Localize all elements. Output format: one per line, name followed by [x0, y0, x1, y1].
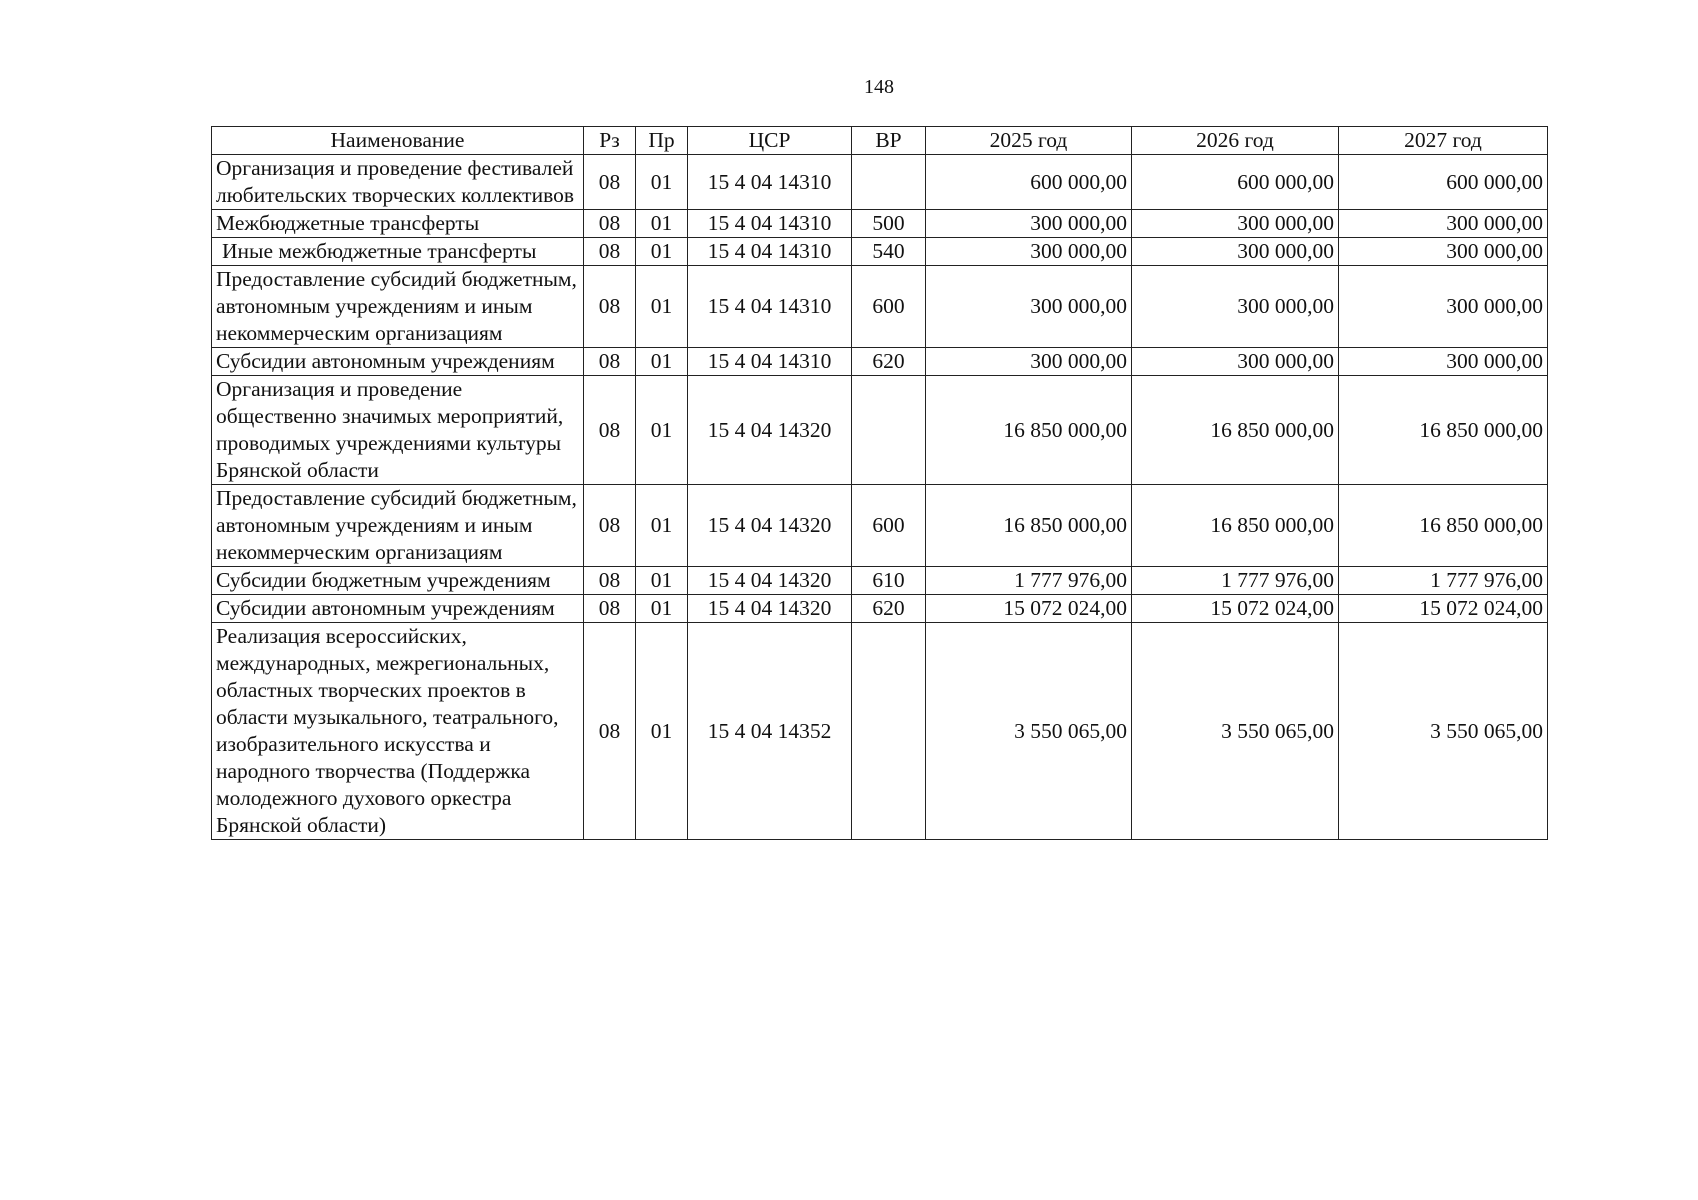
row-csr: 15 4 04 14310: [688, 266, 852, 348]
row-vr: [852, 623, 926, 840]
row-name: Реализация всероссийских, международных, межрегиональных, областных творческих проектов в области музыкального, театрального, изобразительного искусства и народного творчества (Поддержка молодежного духового оркестра Брянской области): [212, 623, 584, 840]
row-2027: 300 000,00: [1339, 266, 1548, 348]
row-vr: 600: [852, 485, 926, 567]
row-2026: 3 550 065,00: [1132, 623, 1339, 840]
table-row: [212, 376, 1548, 485]
row-2025: 15 072 024,00: [926, 595, 1132, 623]
row-pr: 01: [636, 623, 688, 840]
row-pr: 01: [636, 485, 688, 567]
row-2025: 3 550 065,00: [926, 623, 1132, 840]
row-2025: 1 777 976,00: [926, 567, 1132, 595]
row-2025: 16 850 000,00: [926, 485, 1132, 567]
row-vr: 610: [852, 567, 926, 595]
header-2026: 2026 год: [1132, 127, 1339, 155]
row-2025: 300 000,00: [926, 238, 1132, 266]
row-csr: 15 4 04 14320: [688, 595, 852, 623]
row-2026: 300 000,00: [1132, 348, 1339, 376]
row-2026: 16 850 000,00: [1132, 376, 1339, 485]
row-name: Межбюджетные трансферты: [212, 210, 584, 238]
row-2027: 600 000,00: [1339, 155, 1548, 210]
row-2027: 300 000,00: [1339, 348, 1548, 376]
row-rz: 08: [584, 623, 636, 840]
row-rz: 08: [584, 376, 636, 485]
header-vr: ВР: [852, 127, 926, 155]
row-2027: 300 000,00: [1339, 238, 1548, 266]
row-rz: 08: [584, 485, 636, 567]
row-2026: 300 000,00: [1132, 238, 1339, 266]
row-csr: 15 4 04 14320: [688, 376, 852, 485]
row-vr: 500: [852, 210, 926, 238]
row-csr: 15 4 04 14320: [688, 485, 852, 567]
row-pr: 01: [636, 348, 688, 376]
header-csr: ЦСР: [688, 127, 852, 155]
row-2026: 15 072 024,00: [1132, 595, 1339, 623]
table-row: [212, 266, 1548, 348]
header-2025: 2025 год: [926, 127, 1132, 155]
row-2027: 300 000,00: [1339, 210, 1548, 238]
row-name: Предоставление субсидий бюджетным, автономным учреждениям и иным некоммерческим организациям: [212, 485, 584, 567]
row-rz: 08: [584, 595, 636, 623]
table-row: [212, 567, 1548, 595]
row-2025: 300 000,00: [926, 266, 1132, 348]
row-rz: 08: [584, 266, 636, 348]
row-name: Организация и проведение общественно значимых мероприятий, проводимых учреждениями культуры Брянской области: [212, 376, 584, 485]
row-rz: 08: [584, 155, 636, 210]
row-pr: 01: [636, 595, 688, 623]
row-vr: 620: [852, 595, 926, 623]
row-2027: 16 850 000,00: [1339, 485, 1548, 567]
row-csr: 15 4 04 14310: [688, 348, 852, 376]
table-row: [212, 210, 1548, 238]
row-2025: 16 850 000,00: [926, 376, 1132, 485]
row-csr: 15 4 04 14320: [688, 567, 852, 595]
row-csr: 15 4 04 14352: [688, 623, 852, 840]
row-csr: 15 4 04 14310: [688, 238, 852, 266]
row-pr: 01: [636, 210, 688, 238]
row-vr: [852, 155, 926, 210]
row-2026: 300 000,00: [1132, 266, 1339, 348]
row-2027: 16 850 000,00: [1339, 376, 1548, 485]
row-pr: 01: [636, 155, 688, 210]
row-pr: 01: [636, 567, 688, 595]
row-2027: 3 550 065,00: [1339, 623, 1548, 840]
page-number: 148: [864, 76, 894, 98]
row-2026: 16 850 000,00: [1132, 485, 1339, 567]
row-vr: [852, 376, 926, 485]
row-name: Субсидии автономным учреждениям: [212, 348, 584, 376]
row-2025: 600 000,00: [926, 155, 1132, 210]
row-2026: 600 000,00: [1132, 155, 1339, 210]
row-name: Организация и проведение фестивалей любительских творческих коллективов: [212, 155, 584, 210]
row-rz: 08: [584, 567, 636, 595]
row-rz: 08: [584, 210, 636, 238]
table-row: [212, 238, 1548, 266]
row-2025: 300 000,00: [926, 348, 1132, 376]
row-vr: 540: [852, 238, 926, 266]
row-rz: 08: [584, 348, 636, 376]
header-pr: Пр: [636, 127, 688, 155]
row-2027: 15 072 024,00: [1339, 595, 1548, 623]
table-row: [212, 623, 1548, 840]
row-vr: 620: [852, 348, 926, 376]
table-row: [212, 155, 1548, 210]
row-csr: 15 4 04 14310: [688, 210, 852, 238]
row-2026: 300 000,00: [1132, 210, 1339, 238]
table-row: [212, 348, 1548, 376]
row-2026: 1 777 976,00: [1132, 567, 1339, 595]
table-row: [212, 485, 1548, 567]
row-2027: 1 777 976,00: [1339, 567, 1548, 595]
row-name: Предоставление субсидий бюджетным, автономным учреждениям и иным некоммерческим организациям: [212, 266, 584, 348]
header-rz: Рз: [584, 127, 636, 155]
row-pr: 01: [636, 238, 688, 266]
row-name: Субсидии бюджетным учреждениям: [212, 567, 584, 595]
row-rz: 08: [584, 238, 636, 266]
row-pr: 01: [636, 376, 688, 485]
row-2025: 300 000,00: [926, 210, 1132, 238]
table-row: [212, 595, 1548, 623]
header-2027: 2027 год: [1339, 127, 1548, 155]
header-name: Наименование: [212, 127, 584, 155]
row-pr: 01: [636, 266, 688, 348]
row-name: Иные межбюджетные трансферты: [212, 238, 584, 266]
budget-table: [211, 126, 1548, 840]
row-vr: 600: [852, 266, 926, 348]
row-name: Субсидии автономным учреждениям: [212, 595, 584, 623]
table-header-row: [212, 127, 1548, 155]
row-csr: 15 4 04 14310: [688, 155, 852, 210]
